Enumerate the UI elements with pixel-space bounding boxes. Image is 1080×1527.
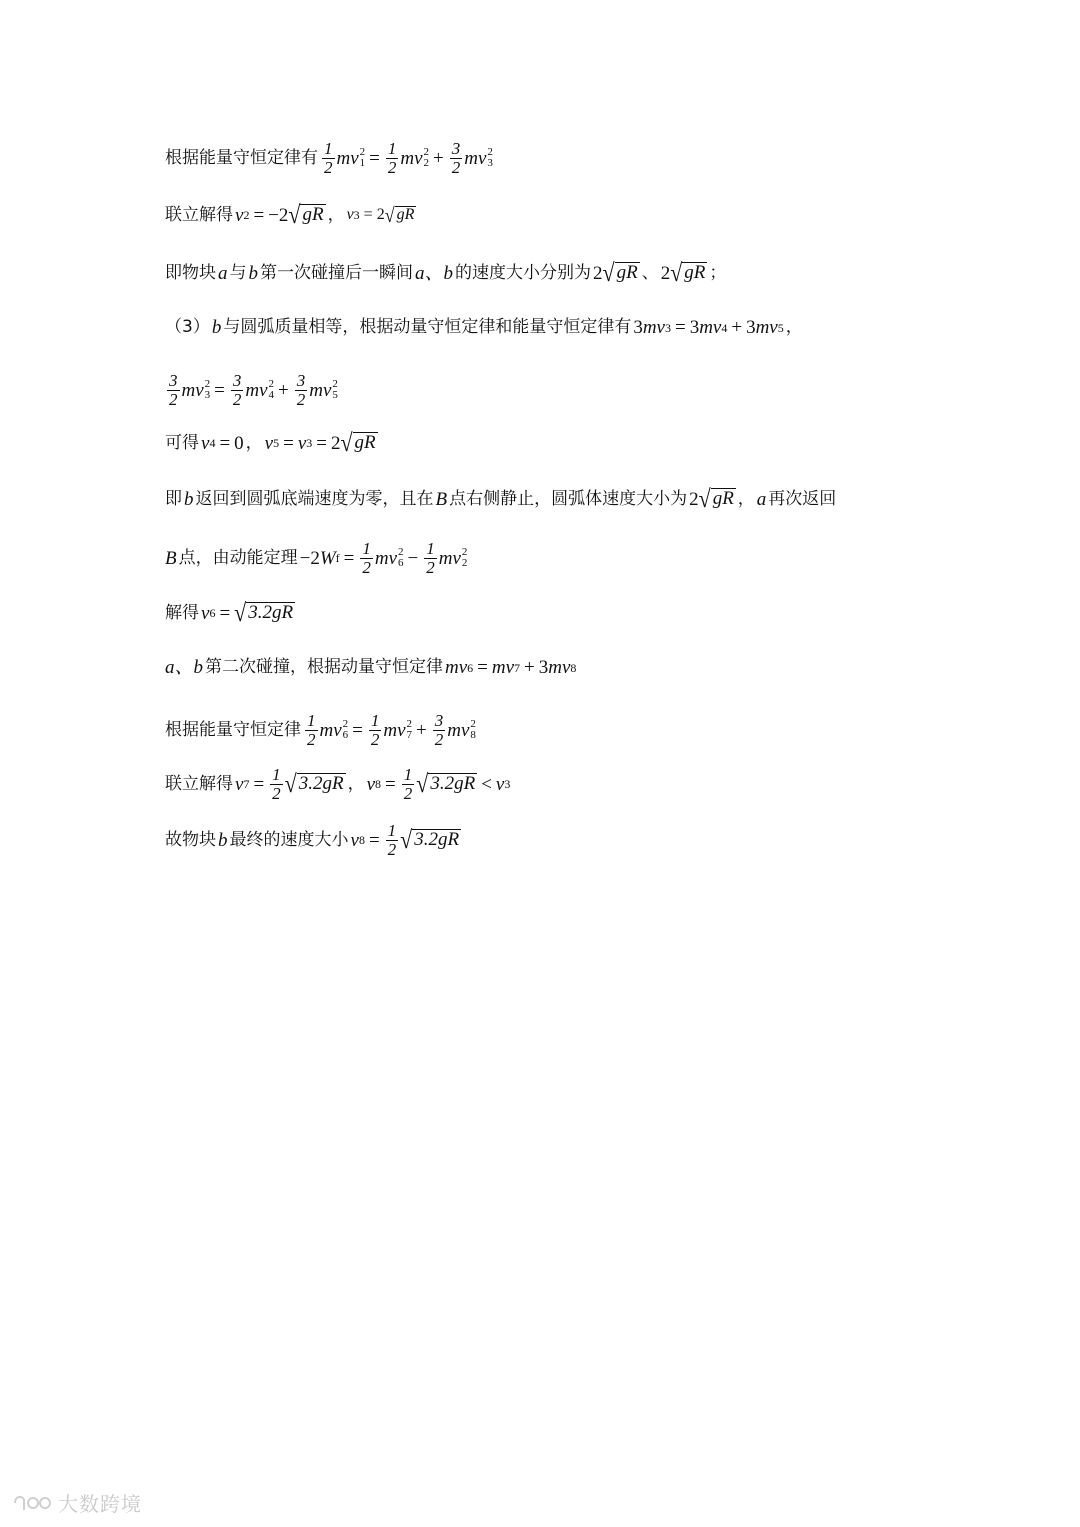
text-line-3: 即物块 a 与 b 第一次碰撞后一瞬间 a、b 的速度大小分别为 2 √ gR 、 2 √ gR ； — [165, 258, 727, 287]
energy-equation-2: $\frac{3}{2}$ mv 2 3 = $\frac{3}{2}$ mv 2 4 + $\frac{3}{2}$ mv 2 5 — [169, 371, 338, 409]
equation-line-12: 联立解得 v 7 = $\frac{1}{2}$ √ 3.2gR ， v 8 = $\frac{1}{2}$ √ 3.2gR < v 3 — [165, 765, 511, 803]
text-line-4: （3） b 与圆弧质量相等，根据动量守恒定律和能量守恒定律有 3 mv 3 = 3 mv 4 + 3 mv 5 ， — [165, 317, 803, 338]
equation-line-2: 联立解得 v 2 = −2 √ gR ， v 3 = 2 √ gR — [165, 200, 415, 229]
text-line-10: a、b 第二次碰撞，根据动量守恒定律 mv 6 = mv 7 + 3 mv 8 — [165, 657, 577, 678]
equation-line-1 — [165, 140, 495, 177]
equation-line-11: 根据能量守恒定律 $\frac{1}{2}$ mv 2 6 = $\frac{1}{2}$ mv 2 7 + $\frac{3}{2}$ mv 2 8 — [165, 711, 476, 749]
equation-line-8: B 点，由动能定理 −2 W f = $\frac{1}{2}$ mv 2 6 − $\frac{1}{2}$ mv 2 2 — [165, 539, 468, 577]
solution-v2: v 2 = −2 √ gR — [235, 200, 324, 229]
solution-v3: v 3 = 2 √ gR — [346, 203, 415, 227]
equation-line-5 — [165, 372, 340, 409]
brand-logo-icon — [12, 1492, 52, 1514]
equation-line-13: 故物块 b 最终的速度大小 v 8 = $\frac{1}{2}$ √ 3.2gR — [165, 821, 460, 859]
line-text: 联立解得 — [165, 204, 233, 225]
equation-line-9: 解得 v 6 = √ 3.2gR — [165, 598, 294, 627]
work-energy-equation: −2 W f = $\frac{1}{2}$ mv 2 6 − $\frac{1}{2}$ mv 2 2 — [299, 539, 468, 577]
line-text: 根据能量守恒定律有 — [165, 147, 318, 168]
watermark-text: 大数跨境 — [58, 1492, 142, 1516]
equation-line-6: 可得 v 4 = 0 ， v 5 = v 3 = 2 √ gR — [165, 428, 376, 457]
text-line-7: 即 b 返回到圆弧底端速度为零，且在 B 点右侧静止，圆弧体速度大小为 2 √ gR ， a 再次返回 — [165, 484, 837, 513]
energy-equation: $\frac{1}{2}$ mv 2 1 = $\frac{1}{2}$ mv 2 2 + $\frac{3}{2}$ mv 2 3 — [324, 139, 493, 177]
momentum-equation: 3 mv 3 = 3 mv 4 + 3 mv 5 — [633, 317, 784, 338]
watermark — [12, 1488, 142, 1517]
